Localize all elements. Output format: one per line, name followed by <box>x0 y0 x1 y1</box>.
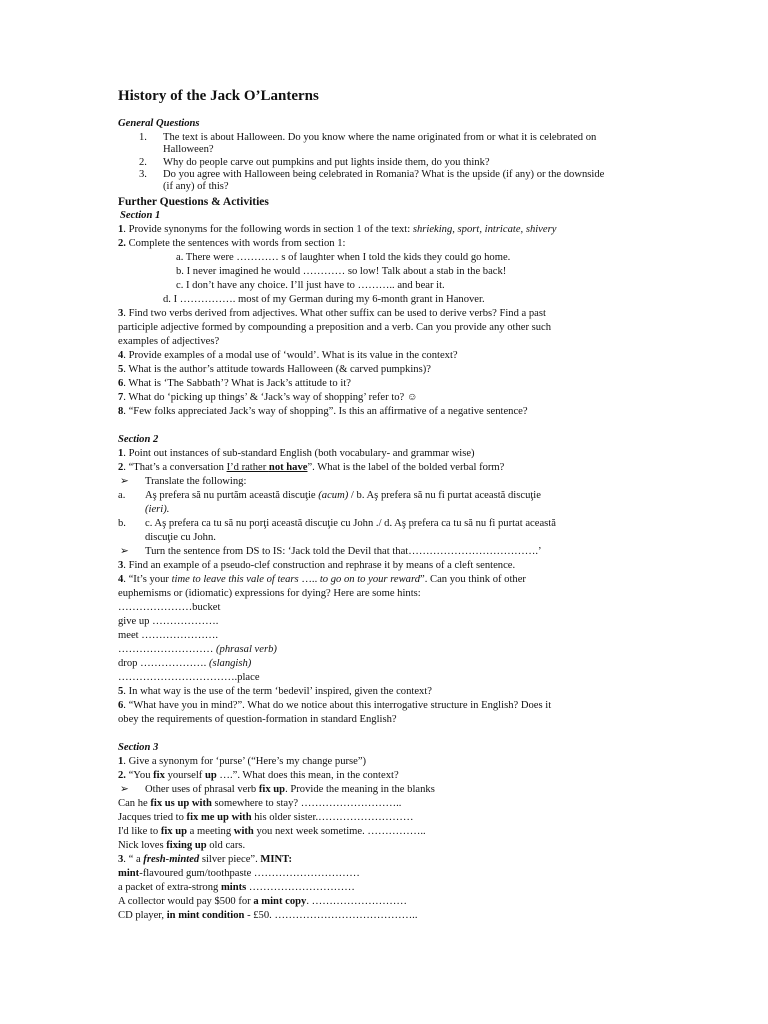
s1-item4: 4. Provide examples of a modal use of ‘would’. What is its value in the context? <box>118 350 458 361</box>
s2-translate-instruction: Translate the following: <box>145 476 247 487</box>
general-q3-line2: (if any) of this? <box>163 181 229 192</box>
s2-turn-sentence: Turn the sentence from DS to IS: ‘Jack told the Devil that that……………………………….’ <box>145 546 542 557</box>
general-q3-line1: Do you agree with Halloween being celebrated in Romania? What is the upside (if any) or the downside <box>163 169 605 180</box>
s3-example1: Can he fix us up with somewhere to stay? ……………………….. <box>118 798 402 809</box>
general-q1-line1: The text is about Halloween. Do you know where the name originated from or what it is celebrated on <box>163 132 597 143</box>
s3-example2: Jacques tried to fix me up with his older sister.……………………… <box>118 812 414 823</box>
s1-item3-line1: 3. Find two verbs derived from adjectives. What other suffix can be used to derive verbs? Find a past <box>118 308 546 319</box>
general-q3-number: 3. <box>139 169 147 180</box>
s2-item2: 2. “That’s a conversation I’d rather not have”. What is the label of the bolded verbal form? <box>118 462 505 473</box>
section2-heading: Section 2 <box>118 434 159 445</box>
s2-hint-meet: meet …………………. <box>118 630 219 641</box>
s2-item3: 3. Find an example of a pseudo-clef construction and rephrase it by means of a cleft sentence. <box>118 560 516 571</box>
s2-hint-give-up: give up ………………. <box>118 616 219 627</box>
s1-sentence-c: c. I don’t have any choice. I’ll just have to ……….. and bear it. <box>176 280 445 291</box>
s1-item7: 7. What do ‘picking up things’ & ‘Jack’s way of shopping’ refer to? ☺ <box>118 392 418 403</box>
s1-item1: 1. Provide synonyms for the following words in section 1 of the text: shrieking, sport, intricate, shivery <box>118 224 557 235</box>
section3-heading: Section 3 <box>118 742 159 753</box>
s1-sentence-d: d. I ……………. most of my German during my 6-month grant in Hanover. <box>163 294 485 305</box>
s2-item6-line1: 6. “What have you in mind?”. What do we notice about this interrogative structure in English? Does it <box>118 700 552 711</box>
general-q2-number: 2. <box>139 157 147 168</box>
s2-item1: 1. Point out instances of sub-standard English (both vocabulary- and grammar wise) <box>118 448 475 459</box>
s3-item3: 3. “ a fresh-minted silver piece”. MINT: <box>118 854 292 865</box>
s2-item4-line1: 4. “It’s your time to leave this vale of tears ….. to go on to your reward”. Can you think of other <box>118 574 526 585</box>
arrow-bullet-icon: ➢ <box>120 476 129 487</box>
general-q1-number: 1. <box>139 132 147 143</box>
s3-example3: I'd like to fix up a meeting with you next week sometime. …………….. <box>118 826 426 837</box>
s1-item2: 2. Complete the sentences with words from section 1: <box>118 238 346 249</box>
s2-hint-bucket: …………………bucket <box>118 602 221 613</box>
s3-mint3: A collector would pay $500 for a mint copy. ……………………… <box>118 896 407 907</box>
s2-mark-a: a. <box>118 490 126 501</box>
further-questions-heading: Further Questions & Activities <box>118 196 269 208</box>
s2-mark-b: b. <box>118 518 126 529</box>
s2-item4-line2: euphemisms or (idiomatic) expressions for dying? Here are some hints: <box>118 588 421 599</box>
s3-mint2: a packet of extra-strong mints ………………………… <box>118 882 355 893</box>
s2-item6-line2: obey the requirements of question-formation in standard English? <box>118 714 397 725</box>
s2-hint-drop: drop ………………. (slangish) <box>118 658 252 669</box>
s1-item3-line2: participle adjective formed by compounding a preposition and a verb. Can you provide any other such <box>118 322 552 333</box>
general-questions-heading: General Questions <box>118 118 200 129</box>
s1-sentence-b: b. I never imagined he would ………… so low! Talk about a stab in the back! <box>176 266 507 277</box>
s2-hint-place: …………………………….place <box>118 672 260 683</box>
s1-item5: 5. What is the author’s attitude towards Halloween (& carved pumpkins)? <box>118 364 431 375</box>
section1-heading: Section 1 <box>120 210 161 221</box>
s3-other-uses: Other uses of phrasal verb fix up. Provide the meaning in the blanks <box>145 784 435 795</box>
s1-item3-line3: examples of adjectives? <box>118 336 220 347</box>
s3-mint4: CD player, in mint condition - £50. ………………………………….. <box>118 910 418 921</box>
s1-item8: 8. “Few folks appreciated Jack’s way of shopping”. Is this an affirmative of a negative sentence? <box>118 406 528 417</box>
s2-translate-b-line2: discuţie cu John. <box>145 532 216 543</box>
general-q2: Why do people carve out pumpkins and put lights inside them, do you think? <box>163 157 490 168</box>
s1-item6: 6. What is ‘The Sabbath’? What is Jack’s attitude to it? <box>118 378 351 389</box>
s2-hint-phrasal-verb: ……………………… (phrasal verb) <box>118 644 277 655</box>
general-q1-line2: Halloween? <box>163 144 214 155</box>
s2-item5: 5. In what way is the use of the term ‘bedevil’ inspired, given the context? <box>118 686 432 697</box>
s3-mint1: mint-flavoured gum/toothpaste ………………………… <box>118 868 360 879</box>
s2-translate-b-line1: c. Aş prefera ca tu să nu porţi această discuţie cu John ./ d. Aş prefera ca tu să nu fi purtat această <box>145 518 556 529</box>
s2-translate-a-line1: Aş prefera să nu purtăm această discuţie (acum) / b. Aş prefera să nu fi purtat această discuţie <box>145 490 541 501</box>
s1-sentence-a: a. There were ………… s of laughter when I told the kids they could go home. <box>176 252 511 263</box>
s3-item2: 2. “You fix yourself up ….”. What does this mean, in the context? <box>118 770 399 781</box>
s2-translate-a-line2: (ieri). <box>145 504 170 515</box>
s3-item1: 1. Give a synonym for ‘purse’ (“Here’s my change purse”) <box>118 756 367 767</box>
arrow-bullet-icon: ➢ <box>120 784 129 795</box>
document-title: History of the Jack O’Lanterns <box>118 88 319 104</box>
s3-example4: Nick loves fixing up old cars. <box>118 840 246 851</box>
arrow-bullet-icon: ➢ <box>120 546 129 557</box>
